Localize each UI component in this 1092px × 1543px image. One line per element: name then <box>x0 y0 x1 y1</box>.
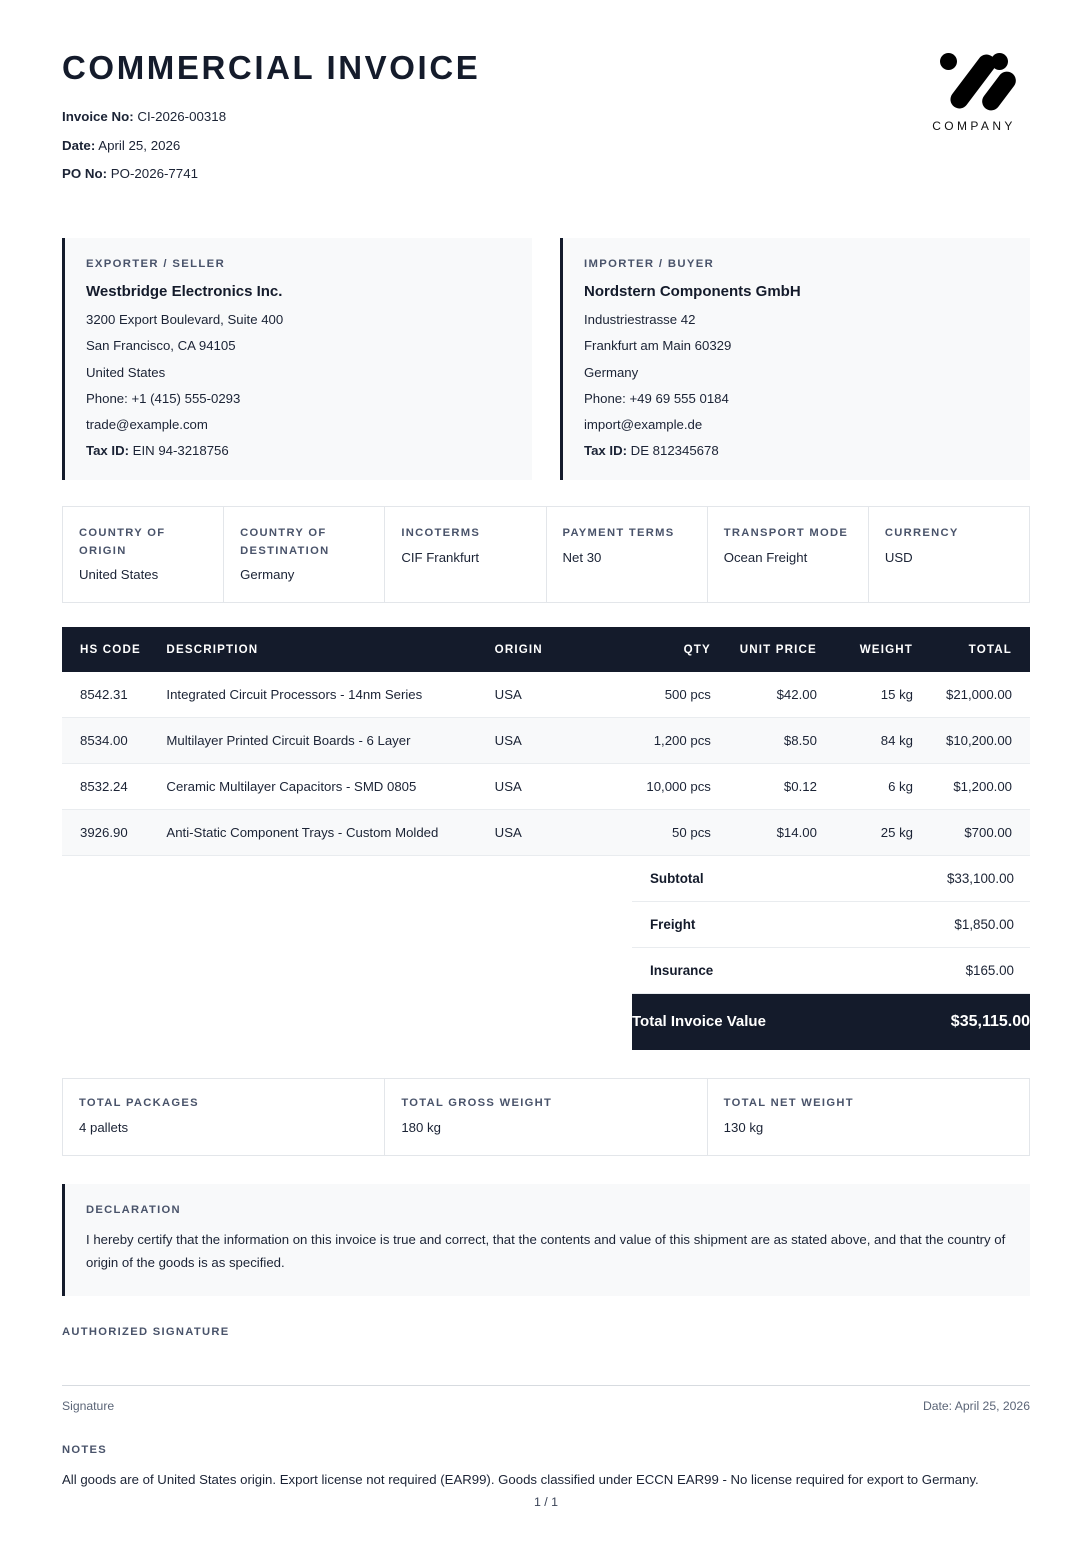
cell-origin: USA <box>495 672 600 718</box>
company-logo-icon <box>928 50 1020 112</box>
cell-weight: 6 kg <box>817 763 913 809</box>
cell-origin: USA <box>495 763 600 809</box>
declaration-block <box>62 1184 1030 1296</box>
totals-row-subtotal <box>632 856 1030 902</box>
logo-dot-left-icon <box>940 53 957 70</box>
table-row <box>62 809 1030 855</box>
cell-unit-price: $0.12 <box>711 763 817 809</box>
cell-description: Multilayer Printed Circuit Boards - 6 Layer <box>166 717 494 763</box>
term-incoterms <box>385 507 546 602</box>
company-logo <box>918 46 1030 133</box>
cell-total: $700.00 <box>913 809 1030 855</box>
importer-tax-id <box>584 443 1008 458</box>
table-row <box>62 672 1030 718</box>
invoice-date-row <box>62 139 480 152</box>
cell-unit-price: $8.50 <box>711 717 817 763</box>
term-currency <box>869 507 1029 602</box>
exporter-address-1: 3200 Export Boulevard, Suite 400 <box>86 312 284 328</box>
totals-section <box>62 856 1030 1050</box>
cell-description: Integrated Circuit Processors - 14nm Series <box>166 672 494 718</box>
cell-qty: 500 pcs <box>599 672 710 718</box>
term-currency-label: CURRENCY <box>884 527 959 540</box>
po-number-label: PO No: <box>62 165 108 181</box>
term-incoterms-value: CIF Frankfurt <box>401 549 480 565</box>
importer-name: Nordstern Components GmbH <box>584 283 801 301</box>
table-header-row <box>62 627 1030 672</box>
packages-summary-row <box>62 1078 1030 1156</box>
declaration-label: DECLARATION <box>86 1203 181 1216</box>
signature-caption: Signature <box>62 1399 115 1414</box>
line-items-body <box>62 672 1030 856</box>
exporter-tax-id-label: Tax ID: <box>86 443 129 459</box>
po-number-row <box>62 167 480 180</box>
page-number: 1 / 1 <box>533 1495 559 1509</box>
grand-total-label: Total Invoice Value <box>632 993 878 1050</box>
cell-qty: 10,000 pcs <box>599 763 710 809</box>
term-currency-value: USD <box>884 549 913 565</box>
subtotal-value: $33,100.00 <box>878 856 1030 902</box>
exporter-country: United States <box>86 364 166 380</box>
term-country-of-origin <box>63 507 224 602</box>
table-row <box>62 763 1030 809</box>
importer-block <box>560 238 1030 480</box>
cell-description: Ceramic Multilayer Capacitors - SMD 0805 <box>166 763 494 809</box>
column-header-origin: ORIGIN <box>495 627 600 672</box>
table-row <box>62 717 1030 763</box>
insurance-value: $165.00 <box>878 947 1030 993</box>
importer-tax-id-value: DE 812345678 <box>630 443 719 459</box>
invoice-number-value: CI-2026-00318 <box>137 109 227 125</box>
term-incoterms-label: INCOTERMS <box>401 527 481 540</box>
term-transport-mode-value: Ocean Freight <box>723 549 808 565</box>
cell-total: $21,000.00 <box>913 672 1030 718</box>
cell-weight: 15 kg <box>817 672 913 718</box>
invoice-date-value: April 25, 2026 <box>98 137 181 153</box>
notes-text: All goods are of United States origin. Export license not required (EAR99). Goods classified under ECCN EAR99 - No license required for export to Germany. <box>62 1472 979 1488</box>
total-net-weight-label: TOTAL NET WEIGHT <box>723 1096 854 1109</box>
column-header-hs-code: HS CODE <box>62 627 166 672</box>
exporter-email: trade@example.com <box>86 416 208 432</box>
cell-origin: USA <box>495 717 600 763</box>
importer-address-1: Industriestrasse 42 <box>584 312 696 328</box>
cell-unit-price: $14.00 <box>711 809 817 855</box>
total-packages-cell <box>63 1079 385 1155</box>
cell-hs-code: 8532.24 <box>62 763 166 809</box>
cell-total: $10,200.00 <box>913 717 1030 763</box>
exporter-phone: Phone: +1 (415) 555-0293 <box>86 390 241 406</box>
totals-row-grand-total <box>632 993 1030 1050</box>
grand-total-value: $35,115.00 <box>878 993 1030 1050</box>
invoice-meta-list <box>62 110 480 180</box>
parties-section <box>62 238 1030 480</box>
freight-value: $1,850.00 <box>878 901 1030 947</box>
term-country-of-destination <box>224 507 385 602</box>
totals-table <box>632 856 1030 1050</box>
cell-hs-code: 8542.31 <box>62 672 166 718</box>
page-title: COMMERCIAL INVOICE <box>62 49 481 86</box>
insurance-label: Insurance <box>632 947 878 993</box>
subtotal-label: Subtotal <box>632 856 878 902</box>
declaration-text: I hereby certify that the information on this invoice is true and correct, that the contents and value of this shipment are as stated above, and that the country of origin of the goods is as specified. <box>86 1231 1006 1270</box>
totals-row-insurance <box>632 947 1030 993</box>
invoice-number-row <box>62 110 480 123</box>
authorized-signature-label: AUTHORIZED SIGNATURE <box>62 1326 230 1339</box>
signature-line <box>62 1385 1030 1386</box>
notes-label: NOTES <box>62 1444 108 1457</box>
total-gross-weight-value: 180 kg <box>401 1119 441 1135</box>
invoice-number-label: Invoice No: <box>62 109 134 125</box>
term-country-of-destination-label: COUNTRY OF DESTINATION <box>240 527 330 557</box>
cell-qty: 50 pcs <box>599 809 710 855</box>
exporter-block <box>62 238 532 480</box>
column-header-unit-price: UNIT PRICE <box>711 627 817 672</box>
column-header-weight: WEIGHT <box>817 627 913 672</box>
importer-phone: Phone: +49 69 555 0184 <box>584 390 729 406</box>
importer-label: IMPORTER / BUYER <box>584 258 715 271</box>
column-header-description: DESCRIPTION <box>166 627 494 672</box>
term-transport-mode-label: TRANSPORT MODE <box>723 527 849 540</box>
line-items-header <box>62 627 1030 672</box>
term-payment-terms-label: PAYMENT TERMS <box>562 527 675 540</box>
term-country-of-origin-value: United States <box>79 566 159 582</box>
cell-weight: 84 kg <box>817 717 913 763</box>
totals-row-freight <box>632 901 1030 947</box>
cell-origin: USA <box>495 809 600 855</box>
cell-qty: 1,200 pcs <box>599 717 710 763</box>
exporter-address-2: San Francisco, CA 94105 <box>86 338 236 354</box>
term-payment-terms <box>547 507 708 602</box>
term-country-of-destination-value: Germany <box>240 566 295 582</box>
importer-tax-id-label: Tax ID: <box>584 443 627 459</box>
company-logo-text: COMPANY <box>932 119 1016 133</box>
total-packages-label: TOTAL PACKAGES <box>79 1096 199 1109</box>
invoice-header <box>62 46 1030 195</box>
exporter-label: EXPORTER / SELLER <box>86 258 226 271</box>
exporter-name: Westbridge Electronics Inc. <box>86 283 283 301</box>
importer-country: Germany <box>584 364 639 380</box>
exporter-tax-id <box>86 443 510 458</box>
cell-description: Anti-Static Component Trays - Custom Molded <box>166 809 494 855</box>
cell-hs-code: 3926.90 <box>62 809 166 855</box>
total-gross-weight-cell <box>385 1079 707 1155</box>
invoice-date-label: Date: <box>62 137 96 153</box>
cell-unit-price: $42.00 <box>711 672 817 718</box>
total-net-weight-value: 130 kg <box>723 1119 764 1135</box>
cell-weight: 25 kg <box>817 809 913 855</box>
total-packages-value: 4 pallets <box>79 1119 129 1135</box>
term-payment-terms-value: Net 30 <box>562 549 602 565</box>
header-left <box>62 46 480 195</box>
column-header-qty: QTY <box>599 627 710 672</box>
total-gross-weight-label: TOTAL GROSS WEIGHT <box>401 1096 553 1109</box>
line-items-table <box>62 627 1030 856</box>
exporter-tax-id-value: EIN 94-3218756 <box>132 443 229 459</box>
cell-total: $1,200.00 <box>913 763 1030 809</box>
po-number-value: PO-2026-7741 <box>110 165 198 181</box>
shipment-terms-row <box>62 506 1030 603</box>
signature-date: Date: April 25, 2026 <box>922 1399 1030 1414</box>
column-header-total: TOTAL <box>913 627 1030 672</box>
importer-email: import@example.de <box>584 416 703 432</box>
signature-row <box>62 1399 1030 1413</box>
importer-address-2: Frankfurt am Main 60329 <box>584 338 732 354</box>
freight-label: Freight <box>632 901 878 947</box>
total-net-weight-cell <box>708 1079 1029 1155</box>
term-country-of-origin-label: COUNTRY OF ORIGIN <box>79 527 166 557</box>
term-transport-mode <box>708 507 869 602</box>
cell-hs-code: 8534.00 <box>62 717 166 763</box>
